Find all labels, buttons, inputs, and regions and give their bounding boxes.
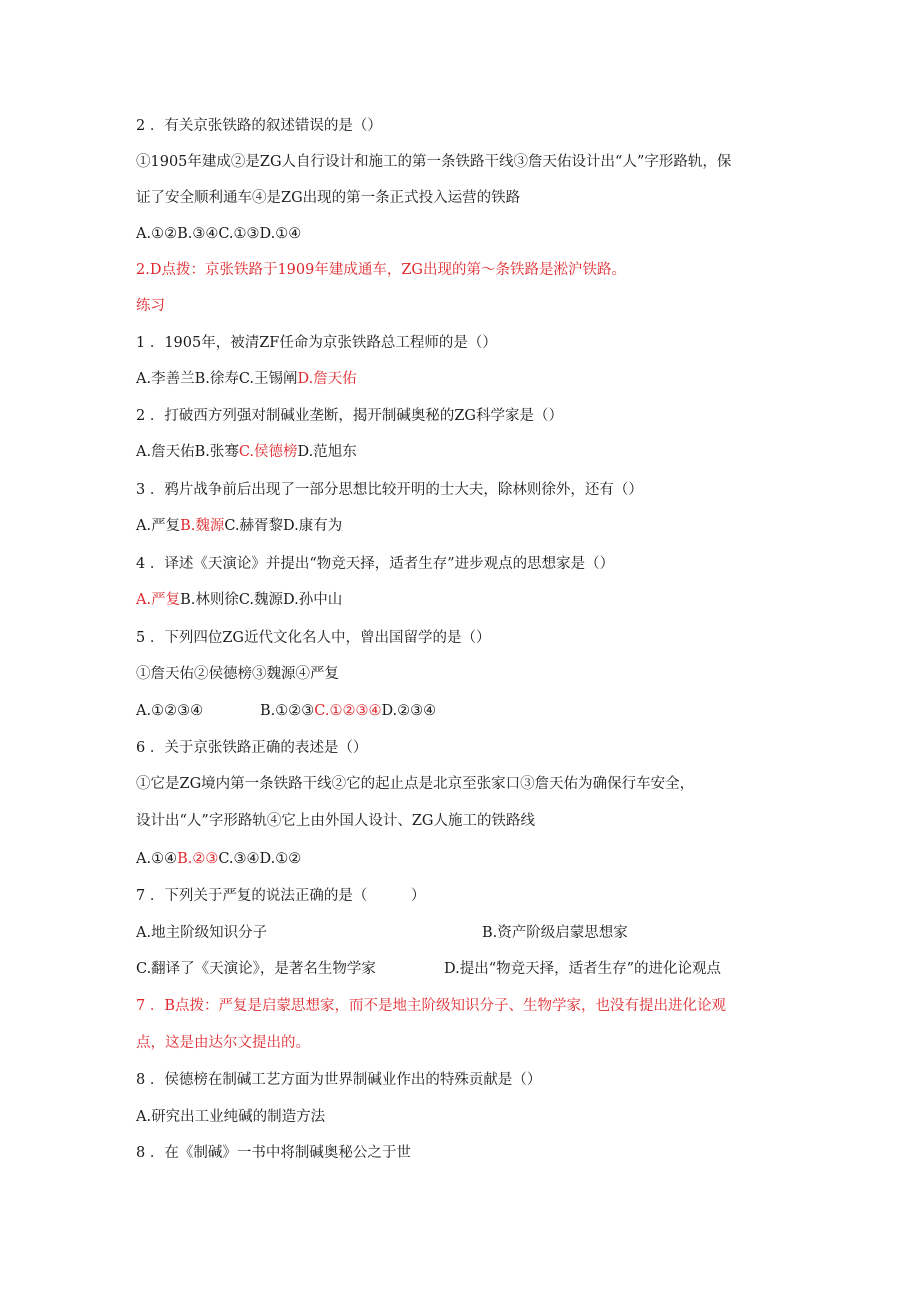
exercise-3-answer: B.魏源 <box>180 518 225 534</box>
exercise-7-answer-line2: 点，这是由达尔文提出的。 <box>136 1035 310 1051</box>
question-2-items-line2: 证了安全顺利通车④是ZG出现的第一条正式投入运营的铁路 <box>136 190 521 206</box>
exercise-3-options-text-a: A.严复 <box>136 518 181 534</box>
exercise-6-items-line1: ①它是ZG境内第一条铁路干线②它的起止点是北京至张家口③詹天佑为确保行车安全， <box>136 776 695 792</box>
exercise-8-option-b: 8 ．在《制碱》一书中将制碱奥秘公之于世 <box>136 1145 411 1161</box>
exercise-2-answer: C.侯德榜 <box>238 444 298 460</box>
exercise-5-options <box>136 701 436 721</box>
exercise-3-stem: 3 ．鸦片战争前后出现了一部分思想比较开明的士大夫，除林则徐外，还有（） <box>136 482 643 498</box>
exercise-7-answer-line1: 7 ．B点拨：严复是启蒙思想家，而不是地主阶级知识分子、生物学家，也没有提出进化论观 <box>136 998 726 1014</box>
exercise-1-options <box>136 369 357 389</box>
exercise-5-option-d: D.②③④ <box>381 703 437 719</box>
exercise-2-options-text-b: D.范旭东 <box>297 444 357 460</box>
exercise-6-items-line2: 设计出“人”字形路轨④它上由外国人设计、ZG人施工的铁路线 <box>136 813 535 829</box>
exercise-1-options-text: A.李善兰B.徐寿C.王锡阐 <box>136 371 298 387</box>
exercise-6-options <box>136 849 301 869</box>
exercise-7-option-a: A.地主阶级知识分子 <box>136 925 268 941</box>
exercise-2-stem: 2 ．打破西方列强对制碱业垄断，揭开制碱奥秘的ZG科学家是（） <box>136 408 563 424</box>
exercise-5-stem: 5 ．下列四位ZG近代文化名人中，曾出国留学的是（） <box>136 630 491 646</box>
exercise-4-stem: 4 ．译述《天演论》并提出“物竞天择，适者生存”进步观点的思想家是（） <box>136 556 615 572</box>
exercise-4-options <box>136 590 342 610</box>
exercise-5-option-b: B.①②③ <box>260 703 315 719</box>
question-2-stem: 2 ．有关京张铁路的叙述错误的是（） <box>136 118 382 134</box>
exercise-6-options-text-a: A.①④ <box>136 851 178 867</box>
question-2-items-line1: ①1905年建成②是ZG人自行设计和施工的第一条铁路干线③詹天佑设计出“人”字形路轨，保 <box>136 154 732 170</box>
exercise-8-option-a: A.研究出工业纯碱的制造方法 <box>136 1109 326 1125</box>
exercise-3-options <box>136 516 342 536</box>
section-title: 练习 <box>136 298 165 314</box>
exercise-7-option-b: B.资产阶级启蒙思想家 <box>482 925 628 941</box>
exercise-5-option-a: A.①②③④ <box>136 703 204 719</box>
exercise-7-options-ab <box>136 923 628 943</box>
exercise-6-options-text-b: C.③④D.①② <box>218 851 302 867</box>
exercise-5-items: ①詹天佑②侯德榜③魏源④严复 <box>136 666 339 682</box>
question-2-answer: 2.D点拨：京张铁路于1909年建成通车，ZG出现的第〜条铁路是淞沪铁路。 <box>136 262 627 278</box>
exercise-7-option-c: C.翻译了《天演论》，是著名生物学家 <box>136 961 376 977</box>
exercise-6-stem: 6 ．关于京张铁路正确的表述是（） <box>136 740 368 756</box>
exercise-2-options-text-a: A.詹天佑B.张骞 <box>136 444 239 460</box>
exercise-8-stem: 8 ．侯德榜在制碱工艺方面为世界制碱业作出的特殊贡献是（） <box>136 1072 542 1088</box>
exercise-4-options-text: B.林则徐C.魏源D.孙中山 <box>180 592 343 608</box>
question-2-options: A.①②B.③④C.①③D.①④ <box>136 226 302 242</box>
exercise-7-options-cd <box>136 959 721 979</box>
exercise-7-option-d: D.提出“物竞天择，适者生存”的进化论观点 <box>444 961 722 977</box>
exercise-1-stem: 1 ．1905年，被清ZF任命为京张铁路总工程师的是（） <box>136 335 497 351</box>
exercise-1-answer: D.詹天佑 <box>297 371 357 387</box>
exercise-7-stem: 7 ．下列关于严复的说法正确的是（ ） <box>136 888 426 904</box>
exercise-6-answer: B.②③ <box>177 851 219 867</box>
exercise-5-answer: C.①②③④ <box>314 703 382 719</box>
exercise-3-options-text-b: C.赫胥黎D.康有为 <box>224 518 343 534</box>
exercise-4-answer: A.严复 <box>136 592 181 608</box>
exercise-2-options <box>136 442 357 462</box>
